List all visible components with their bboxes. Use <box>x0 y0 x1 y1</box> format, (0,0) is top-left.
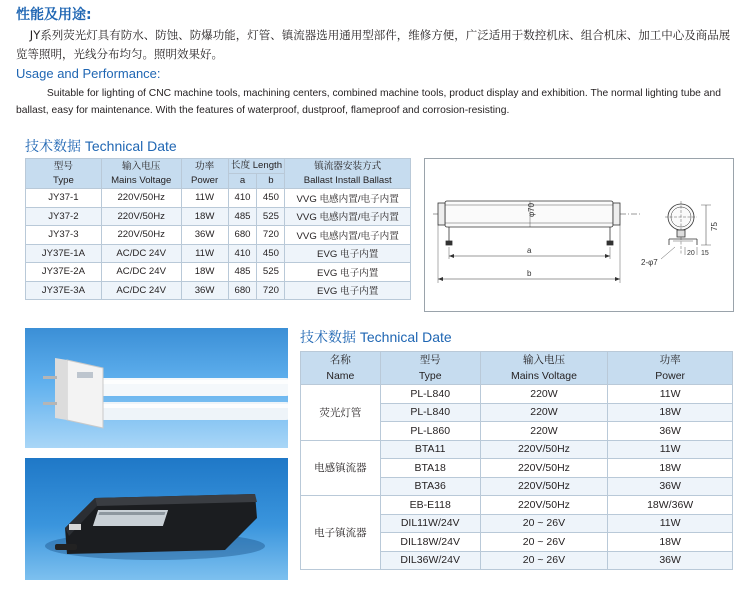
table1-title-cn: 技术数据 <box>25 138 81 154</box>
cell-a: 410 <box>228 244 257 263</box>
pl-lamp-image <box>25 328 288 448</box>
th-voltage: 输入电压 Mains Voltage <box>101 159 181 189</box>
cell-voltage: 220V/50Hz <box>480 477 608 496</box>
cell-ballast: EVG 电子内置 <box>285 281 411 300</box>
cell-power: 11W <box>608 385 733 404</box>
cell-type: PL-L840 <box>380 403 480 422</box>
cell-voltage: 220V/50Hz <box>480 459 608 478</box>
cell-type: JY37-1 <box>26 189 102 208</box>
group-name: 电感镇流器 <box>301 440 381 496</box>
cell-ballast: VVG 电感内置/电子内置 <box>285 207 411 226</box>
th-type: 型号 Type <box>380 352 480 385</box>
table-row <box>26 263 411 282</box>
intro-paragraph-cn: JY系列荧光灯具有防水、防蚀、防爆功能，灯管、镇流器选用通用型部件，维修方便，广泛适用于数控机床、组合机床、加工中心及商品展览等照明，光线分布均匀。照明效果好。 <box>16 28 731 61</box>
th-type: 型号 Type <box>26 159 102 189</box>
width1-label: 20 <box>687 250 695 257</box>
cell-power: 36W <box>608 551 733 570</box>
width2-label: 15 <box>701 250 709 257</box>
dimension-drawing-svg <box>425 159 733 311</box>
cell-b: 450 <box>257 189 285 208</box>
cell-type: JY37E-2A <box>26 263 102 282</box>
cell-b: 525 <box>257 263 285 282</box>
diameter-label: φ70 <box>527 202 536 217</box>
cell-type: DIL36W/24V <box>380 551 480 570</box>
section-title-en: Usage and Performance: <box>16 66 161 81</box>
table-row <box>26 189 411 208</box>
cell-b: 720 <box>257 226 285 245</box>
cell-type: BTA18 <box>380 459 480 478</box>
cell-type: PL-L860 <box>380 422 480 441</box>
table1-title-en: Technical Date <box>84 138 177 154</box>
cell-type: EB-E118 <box>380 496 480 515</box>
cell-power: 36W <box>608 422 733 441</box>
cell-power: 18W <box>608 459 733 478</box>
table-row <box>301 440 733 459</box>
cell-power: 18W <box>181 263 228 282</box>
table-row <box>26 281 411 300</box>
table2-title-cn: 技术数据 <box>300 329 356 345</box>
dimension-a-label: a <box>527 246 532 255</box>
cell-voltage: 220V/50Hz <box>101 189 181 208</box>
height-label: 75 <box>710 222 719 231</box>
cell-type: JY37E-3A <box>26 281 102 300</box>
hole-label: 2-φ7 <box>641 258 658 267</box>
table-row <box>301 496 733 515</box>
table-row <box>301 385 733 404</box>
table-row <box>26 244 411 263</box>
table-row <box>26 207 411 226</box>
cell-power: 18W <box>608 533 733 552</box>
th-voltage: 输入电压 Mains Voltage <box>480 352 608 385</box>
cell-b: 450 <box>257 244 285 263</box>
cell-voltage: 220V/50Hz <box>480 496 608 515</box>
cell-power: 18W/36W <box>608 496 733 515</box>
table2-title-en: Technical Date <box>359 329 452 345</box>
group-name: 电子镇流器 <box>301 496 381 570</box>
cell-type: BTA36 <box>380 477 480 496</box>
cell-type: BTA11 <box>380 440 480 459</box>
lamp-photo <box>25 328 288 448</box>
spec-table-2 <box>300 351 733 570</box>
th-b: b <box>257 174 285 189</box>
cell-voltage: 220V/50Hz <box>101 226 181 245</box>
cell-ballast: EVG 电子内置 <box>285 263 411 282</box>
th-name: 名称 Name <box>301 352 381 385</box>
th-power: 功率 Power <box>608 352 733 385</box>
dimension-b-label: b <box>527 269 532 278</box>
cell-b: 525 <box>257 207 285 226</box>
spec-table-1 <box>25 158 411 300</box>
ballast-image <box>25 458 288 580</box>
cell-ballast: VVG 电感内置/电子内置 <box>285 189 411 208</box>
cell-power: 36W <box>181 226 228 245</box>
table1-title <box>25 136 177 156</box>
cell-power: 11W <box>181 244 228 263</box>
cell-type: JY37E-1A <box>26 244 102 263</box>
cell-type: DIL18W/24V <box>380 533 480 552</box>
cell-voltage: 20 ~ 26V <box>480 533 608 552</box>
cell-a: 485 <box>228 263 257 282</box>
cell-power: 11W <box>608 514 733 533</box>
cell-voltage: 220V/50Hz <box>101 207 181 226</box>
cell-voltage: 220W <box>480 385 608 404</box>
th-ballast: 镇流器安装方式 Ballast Install Ballast <box>285 159 411 189</box>
cell-ballast: VVG 电感内置/电子内置 <box>285 226 411 245</box>
cell-b: 720 <box>257 281 285 300</box>
dimension-drawing <box>424 158 734 312</box>
ballast-photo <box>25 458 288 580</box>
cell-power: 11W <box>608 440 733 459</box>
cell-a: 680 <box>228 281 257 300</box>
th-a: a <box>228 174 257 189</box>
th-power: 功率 Power <box>181 159 228 189</box>
th-length: 长度 Length <box>228 159 285 174</box>
cell-power: 18W <box>181 207 228 226</box>
cell-a: 680 <box>228 226 257 245</box>
cell-ballast: EVG 电子内置 <box>285 244 411 263</box>
cell-a: 410 <box>228 189 257 208</box>
cell-power: 36W <box>181 281 228 300</box>
cell-power: 18W <box>608 403 733 422</box>
intro-paragraph-en: Suitable for lighting of CNC machine tools, machining centers, combined machine tools, product display and exhibition. The normal lighting tube and ballast, easy for maintenance. With the features of waterproof, dustproof, flameproof and corrosion-resisting. <box>16 88 721 116</box>
cell-type: JY37-3 <box>26 226 102 245</box>
cell-type: PL-L840 <box>380 385 480 404</box>
cell-voltage: AC/DC 24V <box>101 263 181 282</box>
cell-voltage: AC/DC 24V <box>101 281 181 300</box>
cell-power: 36W <box>608 477 733 496</box>
group-name: 荧光灯管 <box>301 385 381 441</box>
cell-voltage: 20 ~ 26V <box>480 551 608 570</box>
table-row <box>26 226 411 245</box>
cell-type: JY37-2 <box>26 207 102 226</box>
cell-voltage: 220W <box>480 422 608 441</box>
cell-voltage: 220V/50Hz <box>480 440 608 459</box>
cell-a: 485 <box>228 207 257 226</box>
section-title-cn: 性能及用途: <box>16 7 92 23</box>
cell-voltage: 20 ~ 26V <box>480 514 608 533</box>
cell-voltage: AC/DC 24V <box>101 244 181 263</box>
cell-voltage: 220W <box>480 403 608 422</box>
cell-type: DIL11W/24V <box>380 514 480 533</box>
table2-title <box>300 327 452 347</box>
cell-power: 11W <box>181 189 228 208</box>
